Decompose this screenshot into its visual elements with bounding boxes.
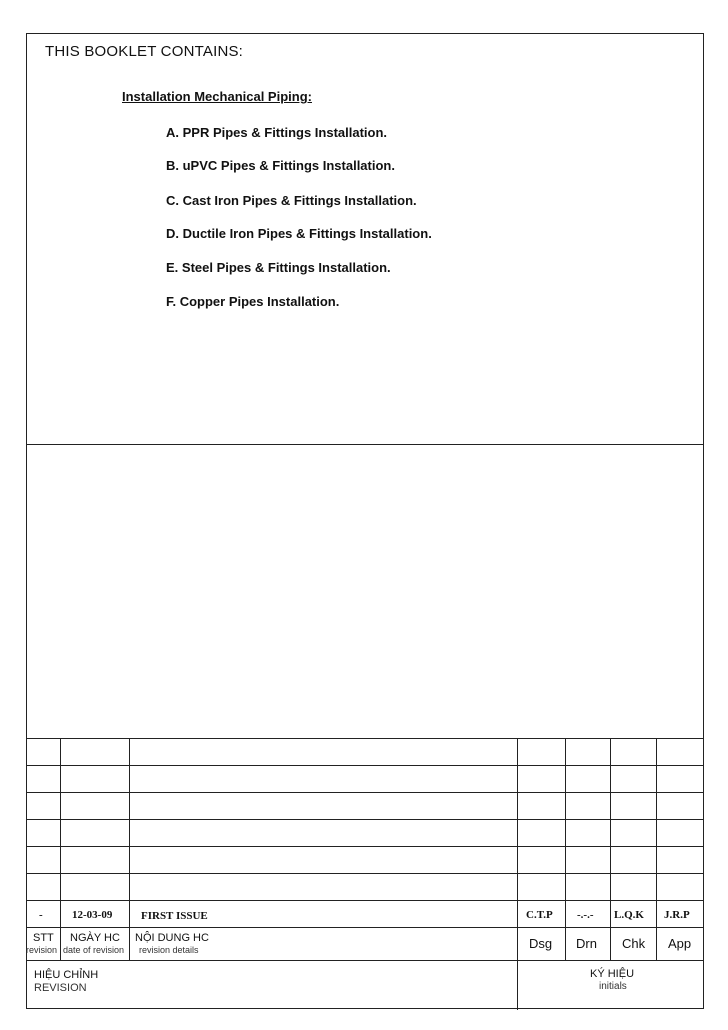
contents-item: F. Copper Pipes Installation. (166, 294, 340, 309)
header-stt: STT (33, 932, 54, 944)
header-stt-en: revision (26, 945, 58, 955)
table-col-line (610, 738, 611, 960)
booklet-header: THIS BOOKLET CONTAINS: (45, 43, 244, 60)
header-date: NGÀY HC (70, 932, 120, 944)
header-date-en: date of revision (63, 945, 125, 955)
contents-item: D. Ductile Iron Pipes & Fittings Installation. (166, 226, 432, 241)
footer-initials-en: initials (599, 981, 627, 992)
contents-item: B. uPVC Pipes & Fittings Installation. (166, 158, 395, 173)
table-line (27, 960, 703, 961)
header-chk: Chk (622, 936, 646, 951)
table-col-line (60, 738, 61, 960)
entry-dsg: C.T.P (526, 909, 553, 921)
entry-drn: -.-.- (577, 909, 594, 921)
table-col-line (129, 738, 130, 960)
entry-date: 12-03-09 (72, 909, 113, 921)
header-dsg: Dsg (529, 936, 553, 951)
contents-item: C. Cast Iron Pipes & Fittings Installation. (166, 193, 417, 208)
header-drn: Drn (576, 936, 597, 951)
contents-title: Installation Mechanical Piping: (122, 89, 312, 104)
table-col-line (565, 738, 566, 960)
table-col-line (656, 738, 657, 960)
footer-revision-en: REVISION (34, 982, 87, 994)
entry-stt: - (39, 909, 43, 921)
table-col-line (517, 738, 518, 1010)
footer-initials-vn: KÝ HIỆU (590, 968, 635, 980)
header-details: NỘI DUNG HC (135, 932, 209, 944)
section-divider (27, 444, 703, 445)
entry-details: FIRST ISSUE (141, 910, 208, 922)
entry-chk: L.Q.K (614, 909, 644, 921)
entry-app: J.R.P (664, 909, 690, 921)
contents-item: E. Steel Pipes & Fittings Installation. (166, 260, 391, 275)
footer-revision-vn: HIỆU CHỈNH (34, 969, 99, 981)
header-details-en: revision details (139, 945, 199, 955)
drawing-sheet (26, 33, 704, 1009)
contents-item: A. PPR Pipes & Fittings Installation. (166, 125, 388, 140)
header-app: App (668, 936, 692, 951)
